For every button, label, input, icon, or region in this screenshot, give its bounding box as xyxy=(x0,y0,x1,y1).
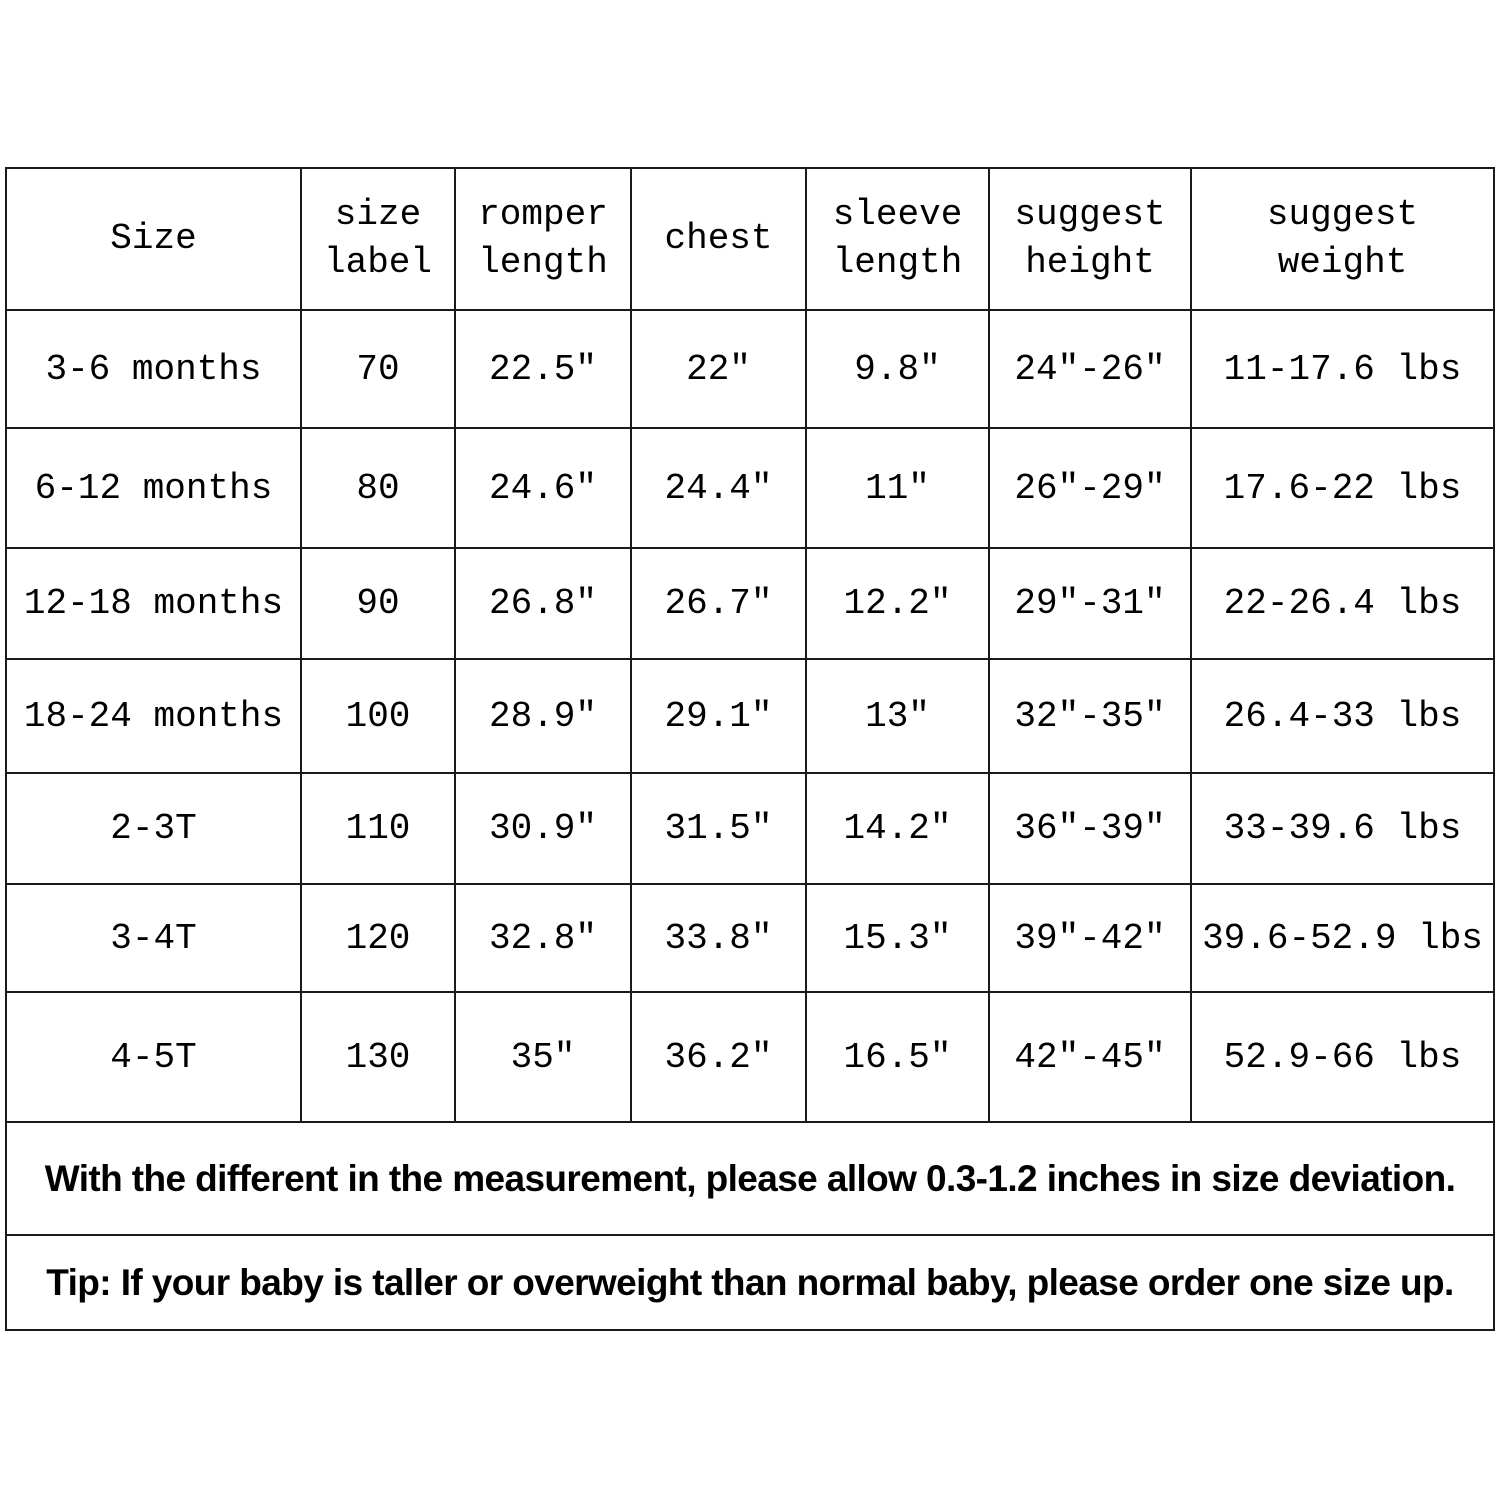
cell-size-label: 110 xyxy=(301,773,455,884)
cell-romper-length: 28.9″ xyxy=(455,659,631,773)
table-row xyxy=(6,659,1494,773)
header-suggest-height: suggest height xyxy=(989,168,1191,310)
cell-size: 2-3T xyxy=(6,773,301,884)
cell-chest: 24.4″ xyxy=(631,428,806,548)
cell-romper-length: 32.8″ xyxy=(455,884,631,992)
table-row xyxy=(6,992,1494,1122)
cell-size: 6-12 months xyxy=(6,428,301,548)
cell-sleeve-length: 16.5″ xyxy=(806,992,989,1122)
note-row xyxy=(6,1235,1494,1330)
cell-suggest-weight: 33-39.6 lbs xyxy=(1191,773,1494,884)
cell-sleeve-length: 9.8″ xyxy=(806,310,989,428)
header-row xyxy=(6,168,1494,310)
table-row xyxy=(6,773,1494,884)
header-size-label: size label xyxy=(301,168,455,310)
cell-romper-length: 26.8″ xyxy=(455,548,631,659)
cell-size-label: 90 xyxy=(301,548,455,659)
cell-chest: 26.7″ xyxy=(631,548,806,659)
cell-size-label: 120 xyxy=(301,884,455,992)
size-chart-table xyxy=(5,167,1495,1331)
cell-size: 18-24 months xyxy=(6,659,301,773)
cell-size-label: 100 xyxy=(301,659,455,773)
cell-chest: 33.8″ xyxy=(631,884,806,992)
header-sleeve-length: sleeve length xyxy=(806,168,989,310)
cell-suggest-height: 39″-42″ xyxy=(989,884,1191,992)
cell-romper-length: 22.5″ xyxy=(455,310,631,428)
cell-sleeve-length: 12.2″ xyxy=(806,548,989,659)
cell-suggest-height: 24″-26″ xyxy=(989,310,1191,428)
size-up-tip: Tip: If your baby is taller or overweight than normal baby, please order one size up. xyxy=(6,1235,1494,1330)
cell-suggest-height: 42″-45″ xyxy=(989,992,1191,1122)
cell-sleeve-length: 13″ xyxy=(806,659,989,773)
cell-suggest-weight: 11-17.6 lbs xyxy=(1191,310,1494,428)
cell-sleeve-length: 11″ xyxy=(806,428,989,548)
header-suggest-weight: suggest weight xyxy=(1191,168,1494,310)
cell-size-label: 130 xyxy=(301,992,455,1122)
cell-suggest-height: 29″-31″ xyxy=(989,548,1191,659)
cell-sleeve-length: 15.3″ xyxy=(806,884,989,992)
cell-suggest-height: 32″-35″ xyxy=(989,659,1191,773)
cell-suggest-weight: 26.4-33 lbs xyxy=(1191,659,1494,773)
cell-sleeve-length: 14.2″ xyxy=(806,773,989,884)
cell-suggest-height: 26″-29″ xyxy=(989,428,1191,548)
cell-romper-length: 30.9″ xyxy=(455,773,631,884)
cell-chest: 36.2″ xyxy=(631,992,806,1122)
cell-suggest-weight: 17.6-22 lbs xyxy=(1191,428,1494,548)
measurement-deviation-note: With the different in the measurement, please allow 0.3-1.2 inches in size deviation. xyxy=(6,1122,1494,1235)
cell-suggest-weight: 39.6-52.9 lbs xyxy=(1191,884,1494,992)
table-row xyxy=(6,310,1494,428)
cell-suggest-weight: 52.9-66 lbs xyxy=(1191,992,1494,1122)
cell-romper-length: 24.6″ xyxy=(455,428,631,548)
cell-chest: 29.1″ xyxy=(631,659,806,773)
table-row xyxy=(6,884,1494,992)
cell-size: 12-18 months xyxy=(6,548,301,659)
table-row xyxy=(6,548,1494,659)
cell-size-label: 80 xyxy=(301,428,455,548)
cell-romper-length: 35″ xyxy=(455,992,631,1122)
header-romper-length: romper length xyxy=(455,168,631,310)
table-row xyxy=(6,428,1494,548)
cell-size: 3-4T xyxy=(6,884,301,992)
cell-size: 3-6 months xyxy=(6,310,301,428)
header-chest: chest xyxy=(631,168,806,310)
cell-suggest-height: 36″-39″ xyxy=(989,773,1191,884)
cell-chest: 22″ xyxy=(631,310,806,428)
cell-chest: 31.5″ xyxy=(631,773,806,884)
cell-size-label: 70 xyxy=(301,310,455,428)
cell-size: 4-5T xyxy=(6,992,301,1122)
cell-suggest-weight: 22-26.4 lbs xyxy=(1191,548,1494,659)
header-size: Size xyxy=(6,168,301,310)
note-row xyxy=(6,1122,1494,1235)
